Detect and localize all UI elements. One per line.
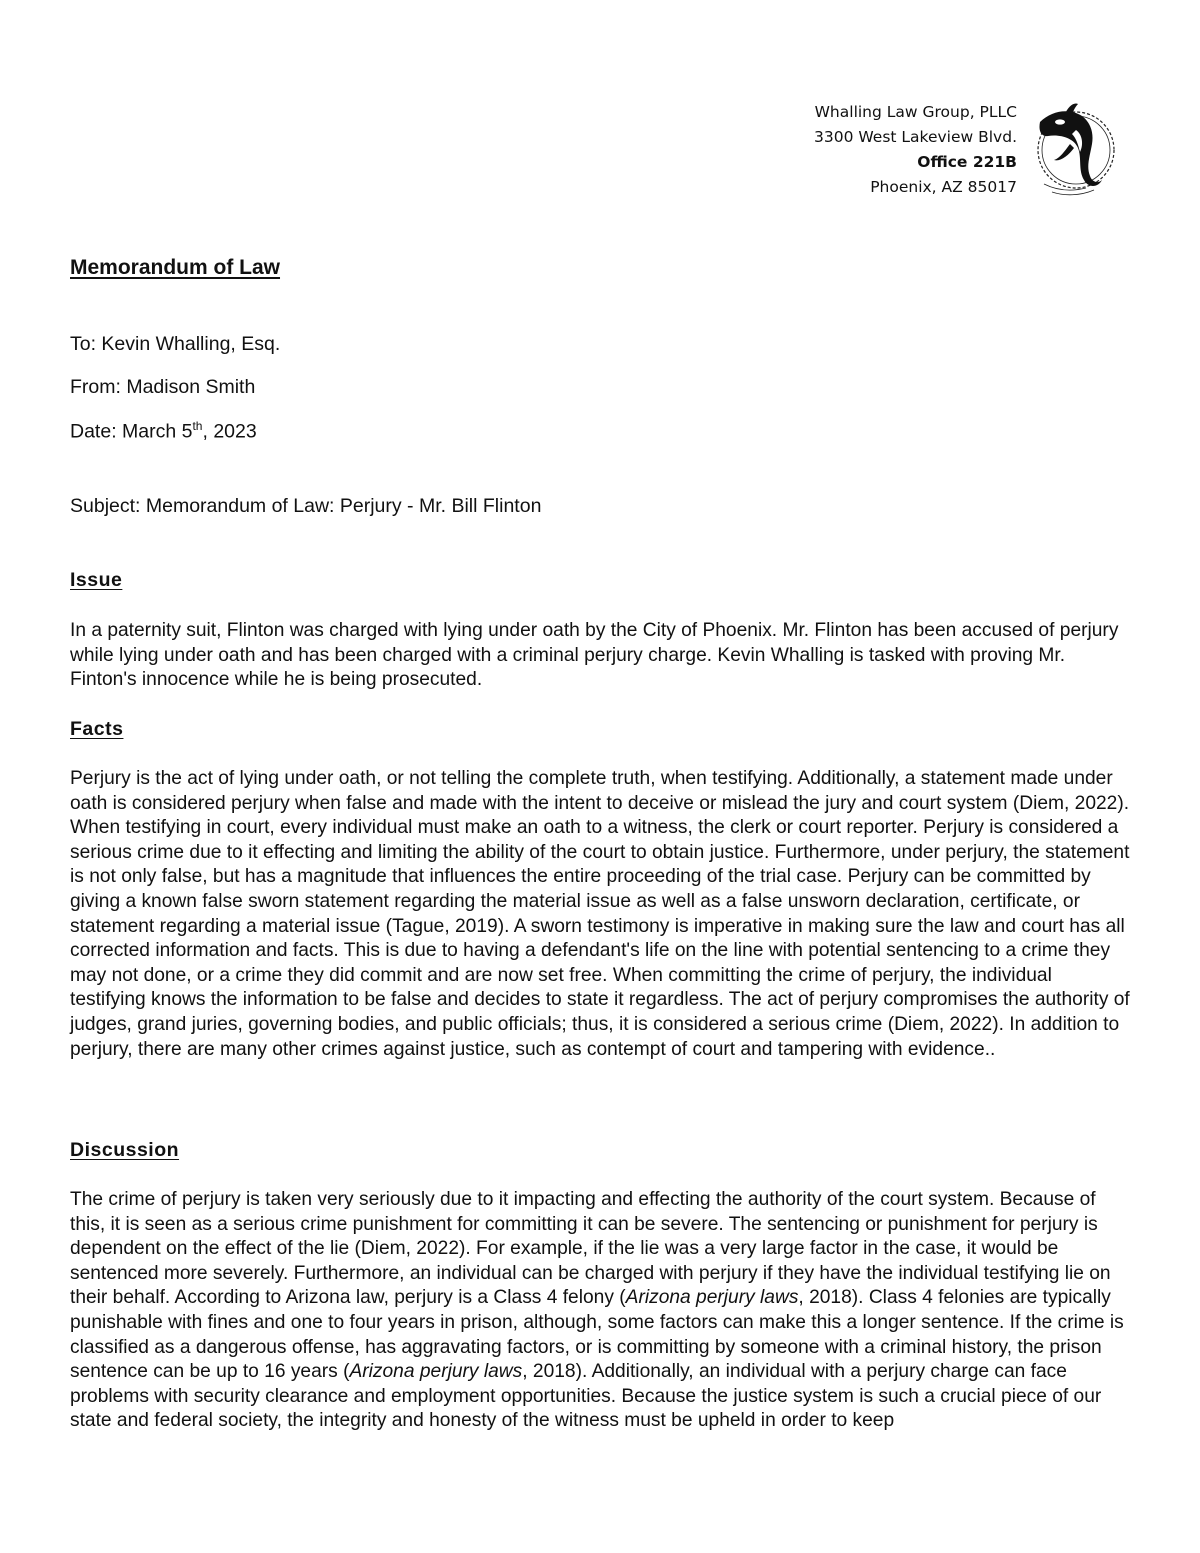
memo-date-year: , 2023: [202, 420, 257, 443]
issue-paragraph: In a paternity suit, Flinton was charged with lying under oath by the City of Phoenix. Mr. Flinton has been accused of perjury while lying under oath and has been charged with a criminal perjury charge. Kevin Whalling is tasked with proving Mr. Finton's innocence while he is being prosecuted.: [70, 620, 1119, 691]
memo-date-prefix: Date: March 5: [70, 420, 193, 443]
discussion-paragraph: [70, 1188, 1130, 1434]
discussion-heading: Discussion: [70, 1139, 180, 1161]
discussion-citation-2: Arizona perjury laws: [349, 1361, 523, 1383]
firm-name: Whalling Law Group, PLLC: [814, 103, 1017, 121]
discussion-text-2: , 2018). Class 4 felonies are typically punishable with fines and one to four years in prison, although, some factors can make this a longer sentence. If the crime is classified as a dangerous offense, has aggravating factors, or is committing by someone with a criminal history, the prison sentence can be up to 16 years (: [70, 1287, 1124, 1383]
letterhead: [700, 100, 1120, 205]
memo-subject: Subject: Memorandum of Law: Perjury - Mr. Bill Flinton: [70, 495, 542, 517]
orca-whale-seal-icon: [1030, 100, 1120, 202]
memo-to: To: Kevin Whalling, Esq.: [70, 333, 281, 355]
facts-paragraph: Perjury is the act of lying under oath, or not telling the complete truth, when testifying. Additionally, a statement made under oath is considered perjury when false and made with the intent to deceive or mislead the jury and court system (Diem, 2022). When testifying in court, every individual must make an oath to a witness, the clerk or court reporter. Perjury is considered a serious crime due to it effecting and limiting the ability of the court to obtain justice. Furthermore, under perjury, the statement is not only false, but has a magnitude that influences the entire proceeding of the trial case. Perjury can be committed by giving a known false sworn statement regarding the material issue as well as a false unsworn declaration, certificate, or statement regarding a material issue (Tague, 2019). A sworn testimony is imperative in making sure the law and court has all corrected information and facts. This is due to having a defendant's life on the line with potential sentencing to a crime they may not done, or a crime they did commit and are now set free. When committing the crime of perjury, the individual testifying knows the information to be false and decides to state it regardless. The act of perjury compromises the authority of judges, grand juries, governing bodies, and public officials; thus, it is considered a serious crime (Diem, 2022). In addition to perjury, there are many other crimes against justice, such as contempt of court and tampering with evidence..: [70, 768, 1130, 1060]
issue-heading: Issue: [70, 569, 123, 591]
firm-office: Office 221B: [917, 153, 1017, 171]
discussion-text-1: The crime of perjury is taken very seriously due to it impacting and effecting the authority of the court system. Because of this, it is seen as a serious crime punishment for committing it can be severe. The sentencing or punishment for perjury is dependent on the effect of the lie (Diem, 2022). For example, if the lie was a very large factor in the case, it would be sentenced more severely. Furthermore, an individual can be charged with perjury if they have the individual testifying lie on their behalf. According to Arizona law, perjury is a Class 4 felony (: [70, 1189, 1111, 1309]
firm-address-block: [814, 100, 1017, 200]
firm-city: Phoenix, AZ 85017: [870, 178, 1017, 196]
memo-date: [70, 419, 257, 444]
memo-from: From: Madison Smith: [70, 376, 256, 398]
firm-street: 3300 West Lakeview Blvd.: [814, 128, 1017, 146]
facts-heading: Facts: [70, 718, 124, 740]
discussion-citation-1: Arizona perjury laws: [625, 1287, 799, 1309]
memo-date-ordinal: th: [192, 419, 203, 433]
memo-title: Memorandum of Law: [70, 256, 281, 279]
discussion-text-3: , 2018). Additionally, an individual with a perjury charge can face problems with security clearance and employment opportunities. Because the justice system is such a crucial piece of our state and federal society, the integrity and honesty of the witness must be upheld in order to keep: [70, 1361, 1102, 1432]
